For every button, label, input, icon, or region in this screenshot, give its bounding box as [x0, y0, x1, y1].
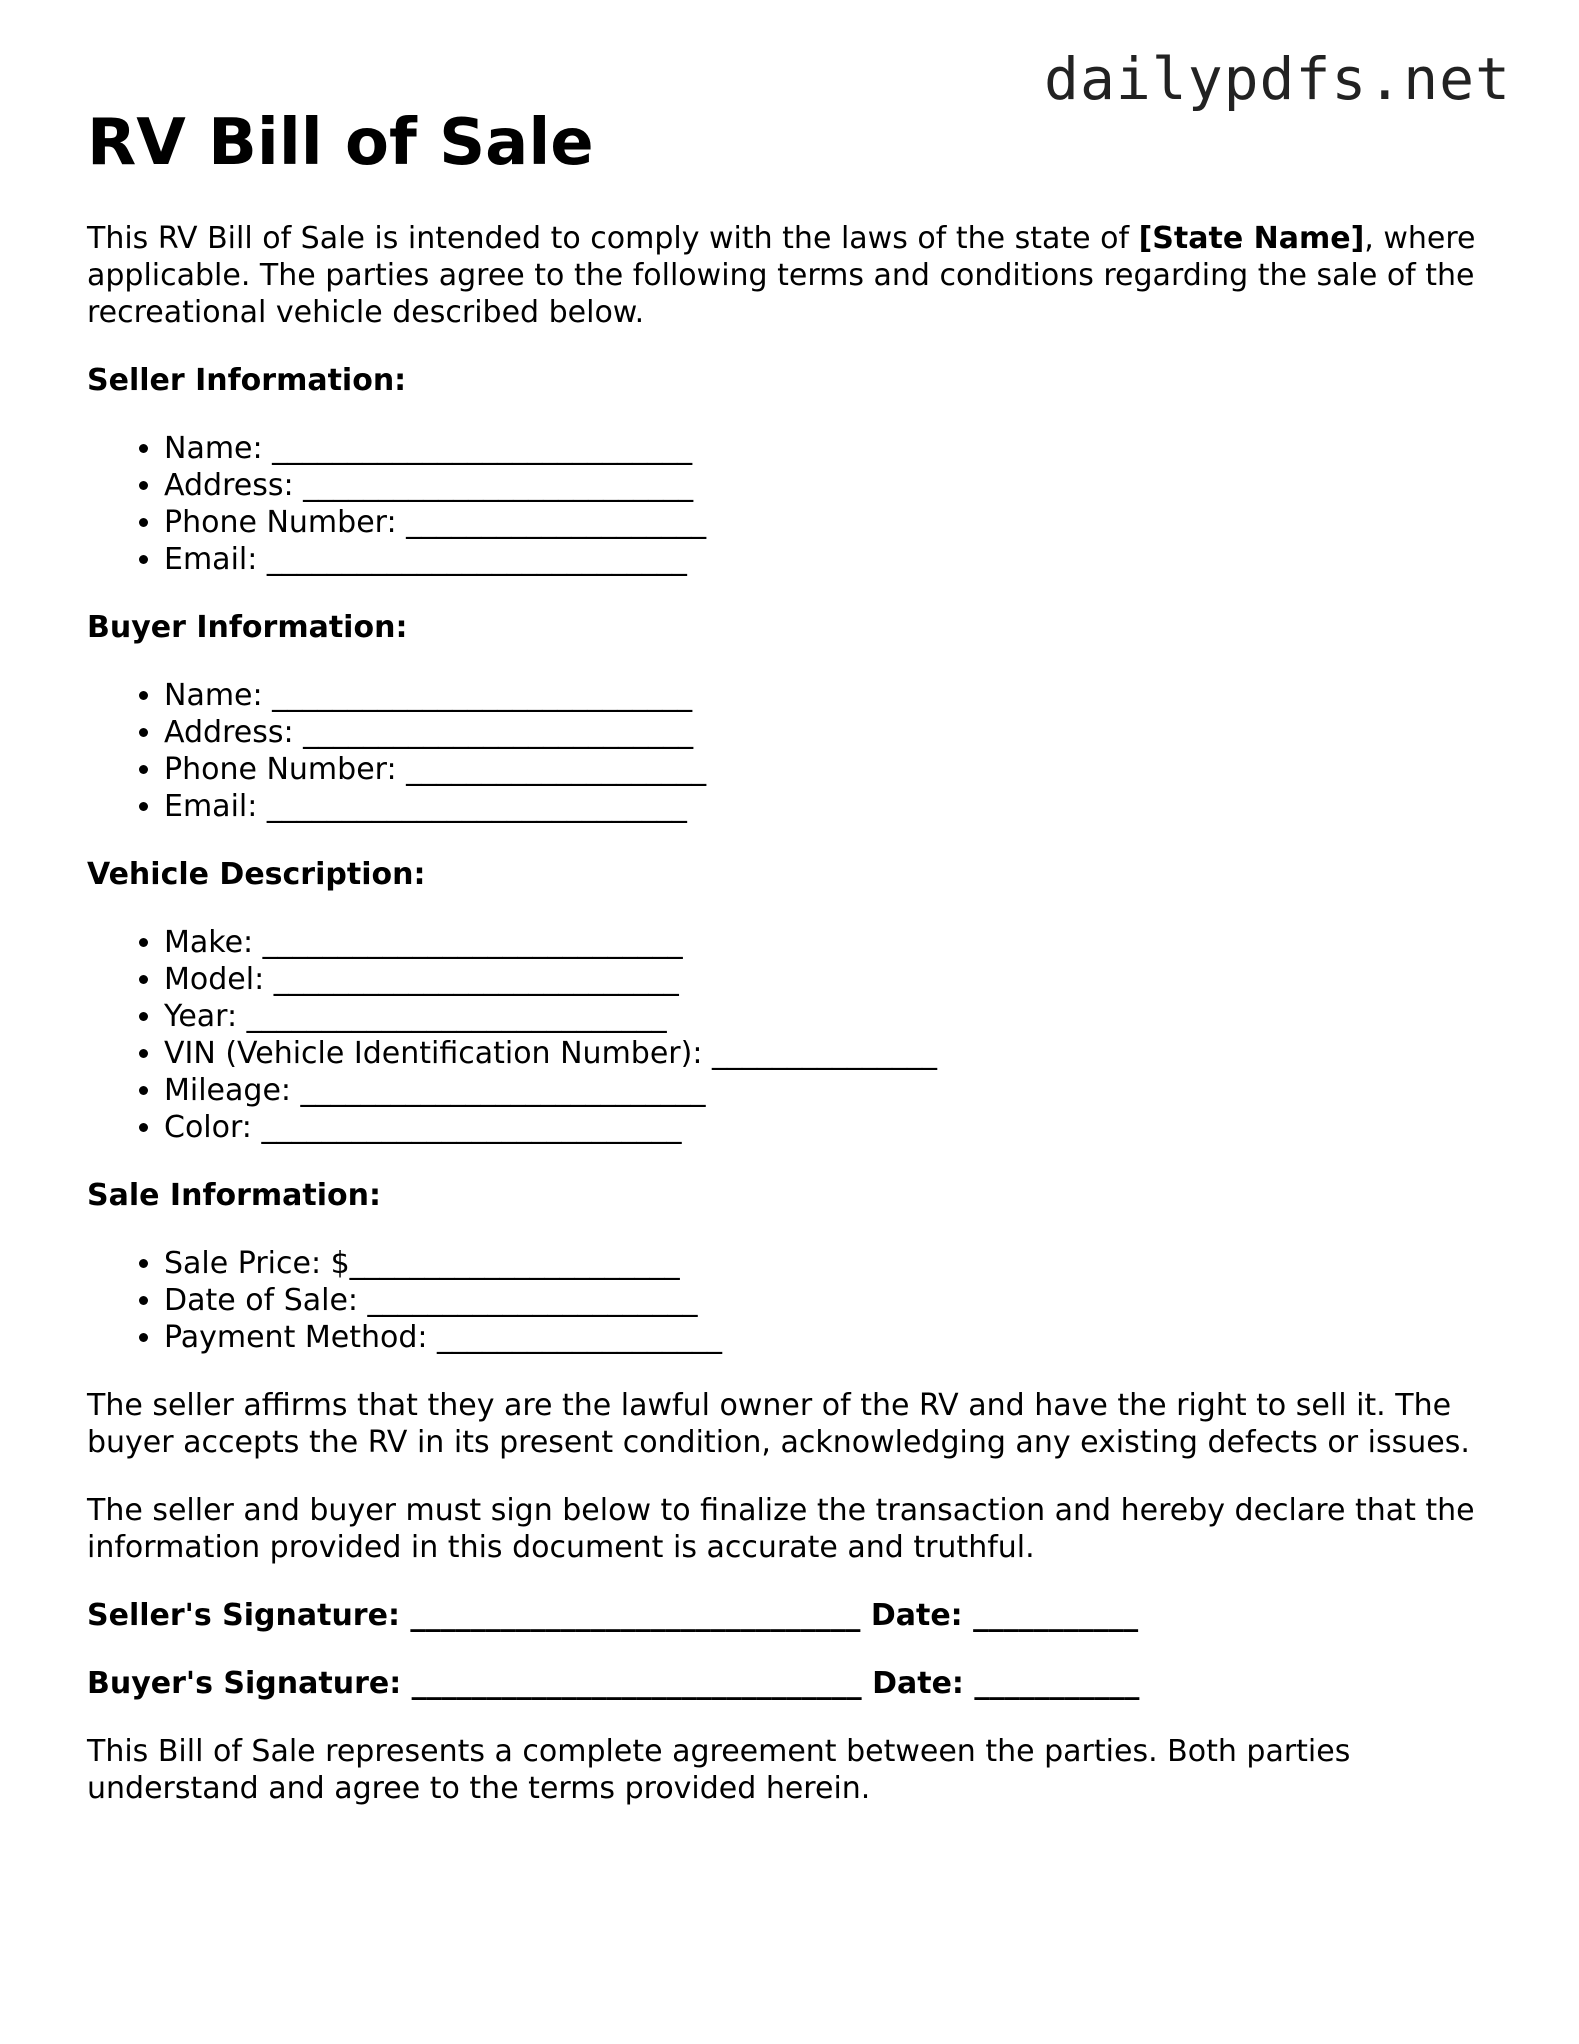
payment-method-field: • Payment Method: ___________________ — [164, 1319, 1507, 1356]
sale-date-field: • Date of Sale: ______________________ — [164, 1282, 1507, 1319]
intro-text-after: , where applicable. The parties agree to the following terms and conditions regarding the sale of the recreational vehicle described below. — [87, 220, 1476, 330]
buyer-address-field: • Address: __________________________ — [164, 714, 1507, 751]
buyer-info-list — [87, 677, 1507, 825]
buyer-phone-field: • Phone Number: ____________________ — [164, 751, 1507, 788]
vehicle-year-field: • Year: ____________________________ — [164, 998, 1507, 1035]
buyer-name-field: • Name: ____________________________ — [164, 677, 1507, 714]
vehicle-section-heading: Vehicle Description: — [87, 856, 426, 892]
buyer-signature-line: Buyer's Signature: ______________________________ Date: ___________ — [87, 1665, 1140, 1701]
vehicle-mileage-field: • Mileage: ___________________________ — [164, 1072, 1507, 1109]
seller-address-field: • Address: __________________________ — [164, 467, 1507, 504]
seller-email-field: • Email: ____________________________ — [164, 541, 1507, 578]
seller-phone-field: • Phone Number: ____________________ — [164, 504, 1507, 541]
seller-section-heading: Seller Information: — [87, 362, 407, 398]
buyer-section-heading: Buyer Information: — [87, 609, 408, 645]
closing-paragraph: This Bill of Sale represents a complete agreement between the parties. Both parties understand and agree to the terms provided herein. — [87, 1733, 1351, 1806]
affirmation-paragraph: The seller affirms that they are the lawful owner of the RV and have the right to sell it. The buyer accepts the RV in its present condition, acknowledging any existing defects or issues. — [87, 1387, 1470, 1460]
vehicle-make-field: • Make: ____________________________ — [164, 924, 1507, 961]
vehicle-vin-field: • VIN (Vehicle Identification Number): _______________ — [164, 1035, 1507, 1072]
intro-text-before: This RV Bill of Sale is intended to comply with the laws of the state of — [87, 220, 1139, 256]
document-page — [87, 105, 1507, 1838]
vehicle-model-field: • Model: ___________________________ — [164, 961, 1507, 998]
sale-price-field: • Sale Price: $______________________ — [164, 1245, 1507, 1282]
seller-info-list — [87, 430, 1507, 578]
vehicle-color-field: • Color: ____________________________ — [164, 1109, 1507, 1146]
sale-section-heading: Sale Information: — [87, 1177, 381, 1213]
buyer-email-field: • Email: ____________________________ — [164, 788, 1507, 825]
watermark: dailypdfs.net — [1044, 45, 1511, 113]
seller-signature-line: Seller's Signature: ______________________________ Date: ___________ — [87, 1597, 1139, 1633]
sale-info-list — [87, 1245, 1507, 1356]
state-name-placeholder: [State Name] — [1138, 220, 1365, 256]
vehicle-info-list — [87, 924, 1507, 1146]
page-title: RV Bill of Sale — [87, 106, 594, 180]
intro-paragraph — [87, 220, 1507, 331]
finalize-paragraph: The seller and buyer must sign below to finalize the transaction and hereby declare that the information provided in this document is accurate and truthful. — [87, 1492, 1475, 1565]
seller-name-field: • Name: ____________________________ — [164, 430, 1507, 467]
